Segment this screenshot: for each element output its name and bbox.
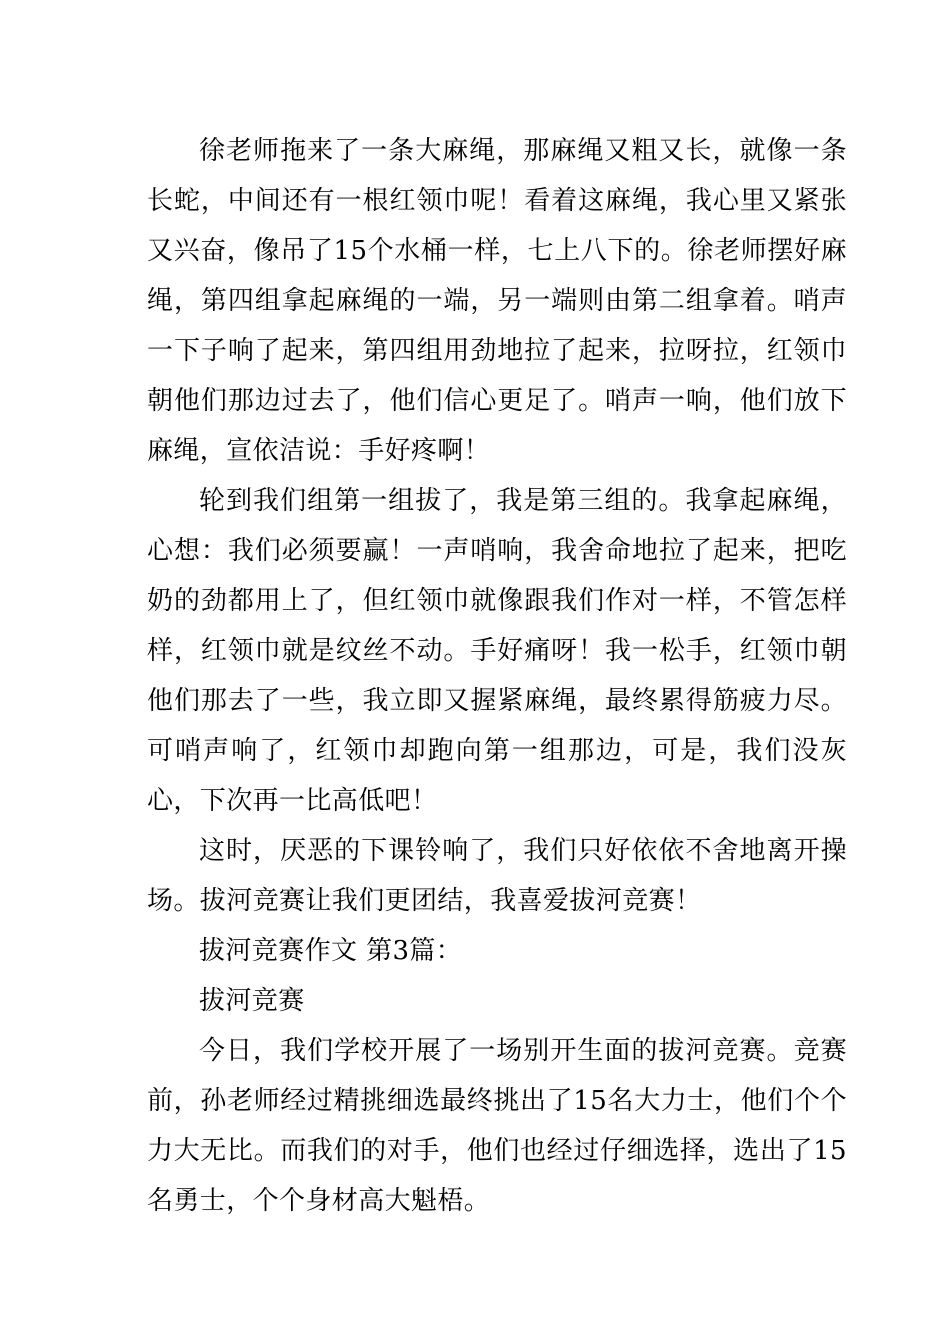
paragraph-tug-of-war-group-four: 徐老师拖来了一条大麻绳，那麻绳又粗又长，就像一条长蛇，中间还有一根红领巾呢！看着这麻绳，我心里又紧张又兴奋，像吊了15个水桶一样，七上八下的。徐老师摆好麻绳，第四组拿起麻绳的一端，另一端则由第二组拿着。哨声一下子响了起来，第四组用劲地拉了起来，拉呀拉，红领巾朝他们那边过去了，他们信心更足了。哨声一响，他们放下麻绳，宣依洁说：手好疼啊！ — [147, 136, 847, 466]
paragraph-class-bell: 这时，厌恶的下课铃响了，我们只好依依不舍地离开操场。拔河竞赛让我们更团结，我喜爱拔河竞赛！ — [147, 836, 847, 916]
document-body — [147, 126, 847, 1226]
essay-title: 拔河竞赛 — [199, 986, 305, 1016]
paragraph-competition-intro: 今日，我们学校开展了一场别开生面的拔河竞赛。竞赛前，孙老师经过精挑细选最终挑出了15名大力士，他们个个力大无比。而我们的对手，他们也经过仔细选择，选出了15名勇士，个个身材高大魁梧。 — [147, 1036, 847, 1216]
section-heading: 拔河竞赛作文 第3篇： — [199, 936, 463, 966]
paragraph-our-group-turn: 轮到我们组第一组拔了，我是第三组的。我拿起麻绳，心想：我们必须要赢！一声哨响，我舍命地拉了起来，把吃奶的劲都用上了，但红领巾就像跟我们作对一样，不管怎样样，红领巾就是纹丝不动。手好痛呀！我一松手，红领巾朝他们那去了一些，我立即又握紧麻绳，最终累得筋疲力尽。可哨声响了，红领巾却跑向第一组那边，可是，我们没灰心，下次再一比高低吧！ — [147, 486, 847, 816]
